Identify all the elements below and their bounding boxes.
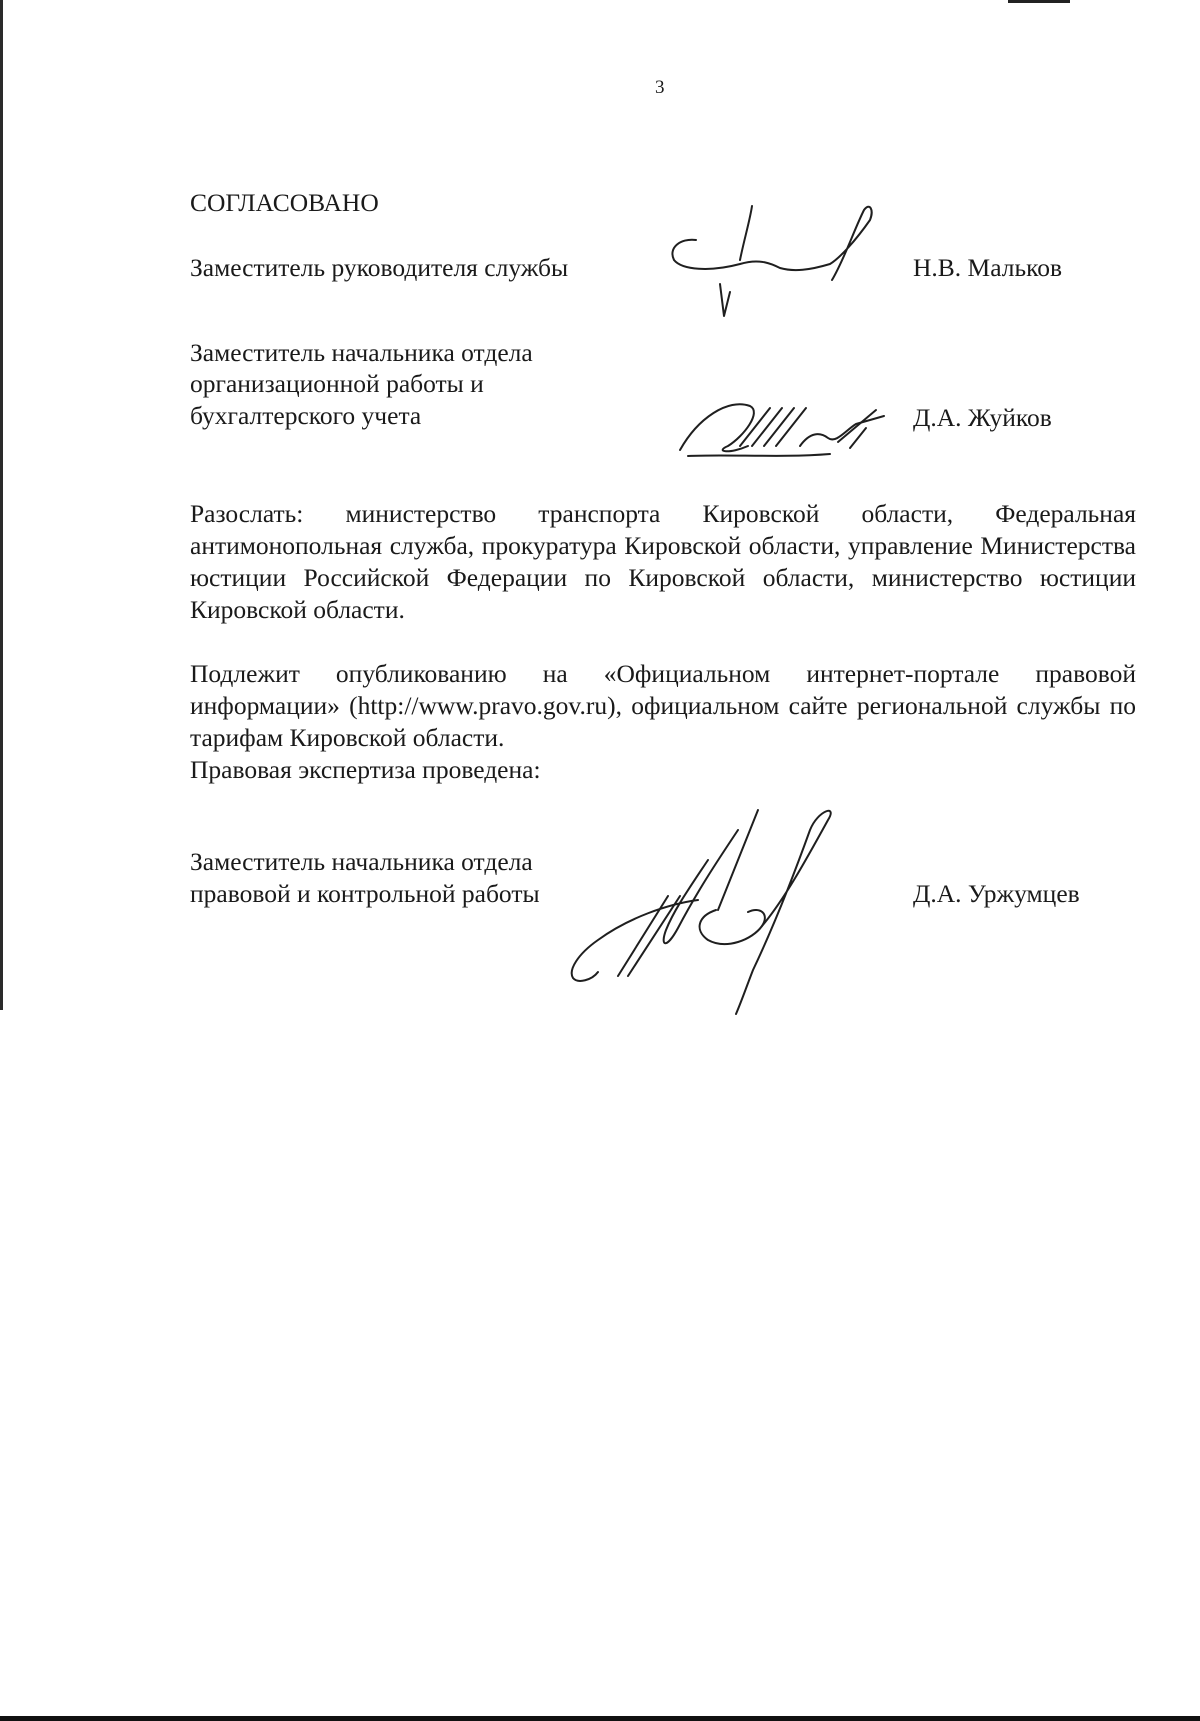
approver-2-signature: [670, 388, 910, 468]
distribution-paragraph: Разослать: министерство транспорта Кировской области, Федеральная антимонопольная служба, прокуратура Кировской области, управление Министерства юстиции Российской Федерации по Кировской области, министерство юстиции Кировской области.: [190, 499, 1136, 624]
scan-edge-left: [0, 0, 3, 1010]
approver-2-position-line-3: бухгалтерского учета: [190, 401, 422, 430]
publication-paragraph: Подлежит опубликованию на «Официальном интернет-портале правовой информации» (http://www.pravo.gov.ru), официальном сайте региональной службы по тарифам Кировской области.: [190, 659, 1136, 752]
approval-heading: СОГЛАСОВАНО: [190, 188, 379, 217]
scan-edge-bottom: [0, 1716, 1200, 1721]
approver-1-signature: [660, 200, 890, 320]
scan-edge-top: [1008, 0, 1070, 3]
approver-1-position: Заместитель руководителя службы: [190, 253, 569, 282]
approver-1-name: Н.В. Мальков: [913, 253, 1063, 282]
approver-2-position-line-2: организационной работы и: [190, 369, 484, 398]
approver-2-position-line-1: Заместитель начальника отдела: [190, 338, 533, 367]
page-number: 3: [655, 77, 665, 98]
legal-signatory-position-line-1: Заместитель начальника отдела: [190, 847, 533, 876]
approver-2-name: Д.А. Жуйков: [913, 403, 1052, 432]
legal-signatory-name: Д.А. Уржумцев: [913, 879, 1080, 908]
legal-review-line: Правовая экспертиза проведена:: [190, 755, 541, 784]
legal-signatory-signature: [548, 800, 908, 1020]
legal-signatory-position-line-2: правовой и контрольной работы: [190, 879, 540, 908]
